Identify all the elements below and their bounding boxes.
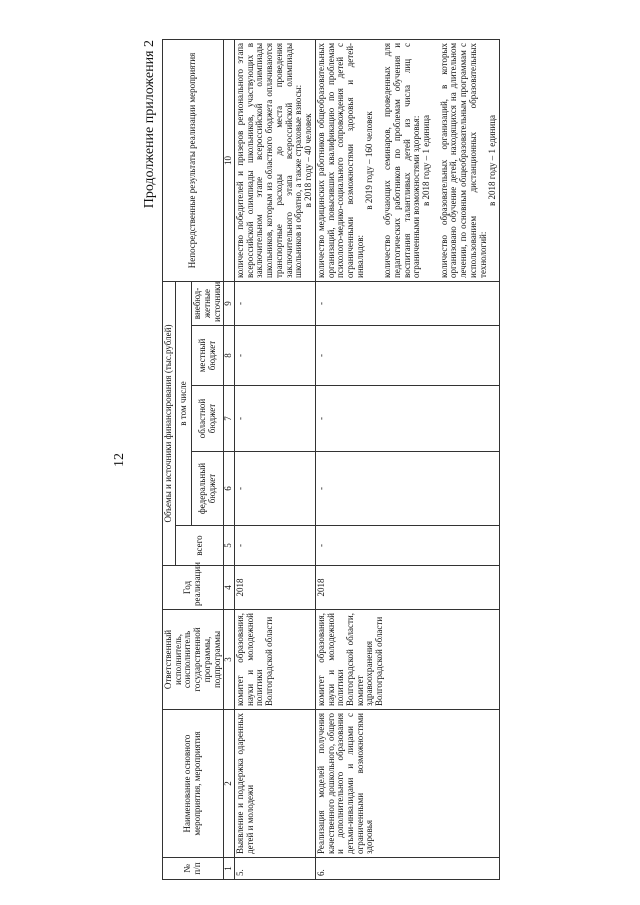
column-number: 10 [224,39,235,281]
column-number-row [224,39,235,879]
header-regional: областной бюджет [192,386,224,452]
header-year: Год реализации [163,566,224,610]
row-results [235,39,316,281]
result-value: в 2018 году – 40 человек [303,113,314,208]
column-number: 7 [224,386,235,452]
column-number: 2 [224,710,235,858]
row-total: - [235,526,316,566]
column-number: 1 [224,858,235,880]
row-name: Выявление и поддержка одаренных детей и молодежи [235,710,316,858]
row-year: 2018 [315,566,499,610]
header-num: № п/п [163,858,224,880]
column-number: 5 [224,526,235,566]
result-text: количество медицинских работников общеобразовательных организаций, повысивших квалификацию по проблемам психолого-медико-социального сопровождения детей с ограниченными возможностями здоровья и детей-инвалидов: [315,42,365,278]
column-number: 4 [224,566,235,610]
header-local: местный бюджет [192,326,224,386]
row-local: - [235,326,316,386]
continuation-label: Продолжение приложения 2 [142,40,157,209]
column-number: 8 [224,326,235,386]
header-including: в том числе [175,281,191,525]
row-executor: комитет образования, науки и молодежной политики Волгоградской области, комитет здравоохранения Волгоградской области [315,610,499,710]
row-federal: - [315,452,499,526]
row-extrabudget: - [235,281,316,325]
row-total: - [315,526,499,566]
header-results: Непосредственные результаты реализации мероприятия [163,39,224,281]
header-federal: федеральный бюджет [192,452,224,526]
row-federal: - [235,452,316,526]
header-executor: Ответственный исполнитель, соисполнитель государственной программы, подпрограммы [163,610,224,710]
result-value: в 2019 году – 160 человек [364,111,375,210]
header-financing: Объемы и источники финансирования (тыс.рублей) [163,281,176,565]
result-text: количество обучающих семинаров, проведенных для педагогических работников по проблемам обучения и воспитания талантливых детей из числа лиц с ограниченными возможностями здоровья: [382,42,422,278]
result-text: количество образовательных организаций, в которых организовано обучение детей, находящихся на длительном лечении, по основным общеобразовательным программам с использованием дистанционных образовательных технологий: [438,42,488,278]
row-name: Реализация моделей получения качественного дошкольного, общего и дополнительного образования детьми-инвалидами и лицами с ограниченными возможностями здоровья [315,710,499,858]
program-table [162,39,500,880]
row-year: 2018 [235,566,316,610]
column-number: 9 [224,281,235,325]
row-results [315,39,499,281]
header-row [163,39,176,879]
header-name: Наименование основного мероприятия, мероприятия [163,710,224,858]
header-extrabudget: внебюд-жетные источники [192,281,224,325]
row-num: 6. [315,858,499,880]
rotated-page [32,40,612,880]
row-regional: - [315,386,499,452]
page-number: 12 [112,453,127,467]
header-total: всего [175,526,224,566]
column-number: 6 [224,452,235,526]
table-row [235,39,316,879]
row-executor: комитет образования, науки и молодежной политики Волгоградской области [235,610,316,710]
row-num: 5. [235,858,316,880]
row-local: - [315,326,499,386]
result-value: в 2018 году – 1 единица [487,114,498,206]
table-row [315,39,499,879]
row-extrabudget: - [315,281,499,325]
column-number: 3 [224,610,235,710]
row-regional: - [235,386,316,452]
result-text: количество победителей и призеров регионального этапа всероссийской олимпиады школьников, участвующих в заключительном этапе всероссийской олимпиады школьников, которым из областного бюджета оплачиваются транспортные расходы до места проведения заключительного этапа всероссийской олимпиады школьников и обратно, а также страховые взносы: [235,42,304,278]
result-value: в 2018 году – 1 единица [420,114,431,206]
